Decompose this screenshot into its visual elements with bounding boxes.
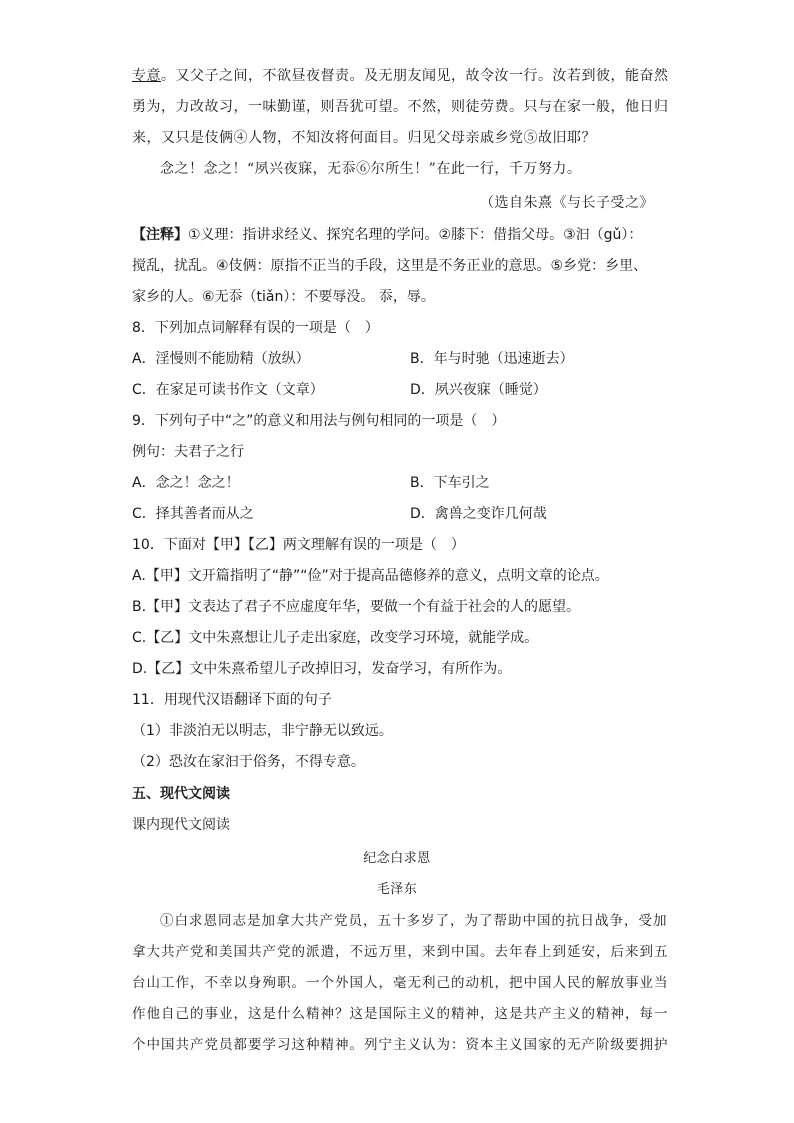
article-line-3: 台山工作，不幸以身殉职。一个外国人，毫无利己的动机，把中国人民的解放事业当	[132, 975, 669, 991]
classical-line-4: 念之！念之！“夙兴夜寐，无忝⑥尔所生！”在此一行，千万努力。	[160, 161, 582, 177]
article-line-2: 拿大共产党和美国共产党的派遣，不远万里，来到中国。去年春上到延安，后来到五	[132, 944, 669, 960]
section-heading: 五、现代文阅读	[132, 786, 230, 802]
q8-option-a: A．淫慢则不能励精（放纵）	[132, 351, 310, 367]
q9-option-a: A．念之！念之！	[132, 475, 240, 491]
q9-example: 例句：夫君子之行	[132, 444, 244, 460]
q9-stem: 9．下列句子中“之”的意义和用法与例句相同的一项是（ ）	[132, 413, 506, 429]
q9-option-c: C．择其善者而从之	[132, 506, 254, 522]
article-author: 毛泽东	[376, 882, 418, 897]
q10-option-a: A.【甲】文开篇指明了“静”“俭”对于提高品德修养的意义，点明文章的论点。	[132, 568, 609, 584]
classical-line-3: 来，又只是伎俩④人物，不知汝将何面目。归见父母亲戚乡党⑤故旧耶？	[132, 130, 596, 146]
article-line-5: 个中国共产党员都要学习这种精神。列宁主义认为：资本主义国家的无产阶级要拥护	[132, 1037, 669, 1053]
notes-line-1: 【注释】①义理：指讲求经义、探究名理的学问。②膝下：借指父母。③汩（gǔ）：	[132, 227, 643, 243]
notes-line-3: 家乡的人。⑥无忝（tiǎn）：不要辱没。 忝，辱。	[132, 289, 435, 305]
source-citation: （选自朱熹《与长子受之》	[480, 195, 654, 211]
classical-line-1: 专意。又父子之间，不欲昼夜督责。及无朋友闻见，故令汝一行。汝若到彼，能奋然	[132, 68, 669, 84]
q10-option-d: D.【乙】文中朱熹希望儿子改掉旧习，发奋学习，有所作为。	[132, 661, 512, 677]
q11-sentence-2: （2）恐汝在家汩于俗务，不得专意。	[132, 754, 365, 770]
q9-option-b: B．下车引之	[410, 475, 490, 491]
q8-option-d: D．夙兴夜寐（睡觉）	[410, 382, 547, 398]
q8-stem: 8．下列加点词解释有误的一项是（ ）	[132, 320, 379, 336]
q10-option-b: B.【甲】文表达了君子不应虚度年华，要做一个有益于社会的人的愿望。	[132, 599, 581, 615]
q11-sentence-1: （1）非淡泊无以明志，非宁静无以致远。	[132, 723, 393, 739]
article-line-4: 作他自己的事业，这是什么精神？这是国际主义的精神，这是共产主义的精神，每一	[132, 1006, 669, 1022]
notes-line-2: 搅乱，扰乱。④伎俩：原指不正当的手段，这里是不务正业的意思。⑤乡党：乡里、	[132, 258, 648, 274]
classical-line-2: 勇为，力改故习，一味勤谨，则吾犹可望。不然，则徒劳费。只与在家一般，他日归	[132, 99, 669, 115]
q11-stem: 11．用现代汉语翻译下面的句子	[132, 692, 332, 708]
q10-stem: 10．下面对【甲】【乙】两文理解有误的一项是（ ）	[132, 537, 465, 553]
q10-option-c: C.【乙】文中朱熹想让儿子走出家庭，改变学习环境，就能学成。	[132, 630, 539, 646]
article-title: 纪念白求恩	[363, 851, 431, 866]
section-subheading: 课内现代文阅读	[132, 817, 230, 833]
article-line-1: ①白求恩同志是加拿大共产党员，五十多岁了，为了帮助中国的抗日战争，受加	[160, 913, 668, 929]
q9-option-d: D．禽兽之变诈几何哉	[410, 506, 547, 522]
q8-option-c: C．在家足可读书作文（文章）	[132, 382, 324, 398]
q8-option-b: B．年与时驰（迅速逝去）	[410, 351, 574, 367]
notes-label: 【注释】	[132, 227, 188, 243]
underlined-term: 专意	[132, 68, 161, 84]
